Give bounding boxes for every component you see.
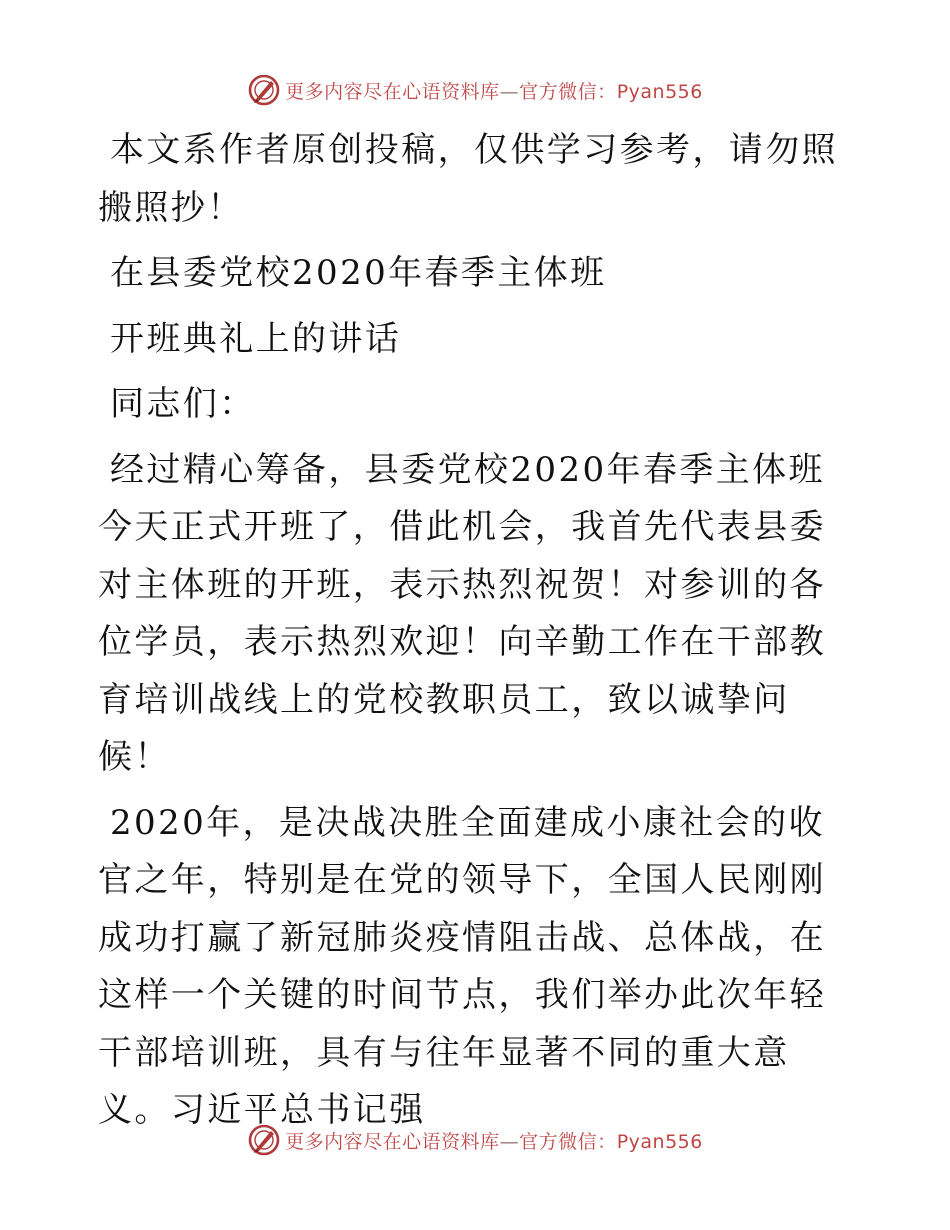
document-body (98, 122, 853, 1148)
header-promo-text: 更多内容尽在心语资料库 (285, 80, 500, 103)
pen-logo-icon (247, 73, 281, 107)
footer-wechat-label: 官方微信： (519, 1130, 617, 1153)
paragraph-significance: 2020年，是决战决胜全面建成小康社会的收官之年，特别是在党的领导下，全国人民刚刚成功打赢了新冠肺炎疫情阻击战、总体战，在这样一个关键的时间节点，我们举办此次年轻干部培训班，具有与往年显著不同的重大意义。习近平总书记强 (98, 802, 826, 1130)
footer-promo-text: 更多内容尽在心语资料库 (285, 1130, 500, 1153)
footer-banner-text (285, 1127, 703, 1154)
paragraph-opening: 经过精心筹备，县委党校2020年春季主体班今天正式开班了，借此机会，我首先代表县委对主体班的开班，表示热烈祝贺！对参训的各位学员，表示热烈欢迎！向辛勤工作在干部教育培训战线上的党校教职员工，致以诚挚问候！ (98, 449, 826, 777)
footer-watermark-banner (0, 1120, 950, 1160)
header-wechat-id: Pyan556 (616, 80, 703, 103)
header-banner-text (285, 77, 703, 104)
copyright-notice: 本文系作者原创投稿，仅供学习参考，请勿照搬照抄！ (98, 130, 838, 228)
footer-dash: — (499, 1130, 520, 1153)
header-dash: — (499, 80, 520, 103)
header-wechat-label: 官方微信： (519, 80, 617, 103)
pen-logo-icon (247, 1123, 281, 1157)
title-line-2: 开班典礼上的讲话 (110, 318, 402, 359)
footer-wechat-id: Pyan556 (616, 1130, 703, 1153)
salutation: 同志们： (110, 384, 256, 424)
title-line-1: 在县委党校2020年春季主体班 (110, 253, 607, 293)
header-watermark-banner (0, 70, 950, 110)
